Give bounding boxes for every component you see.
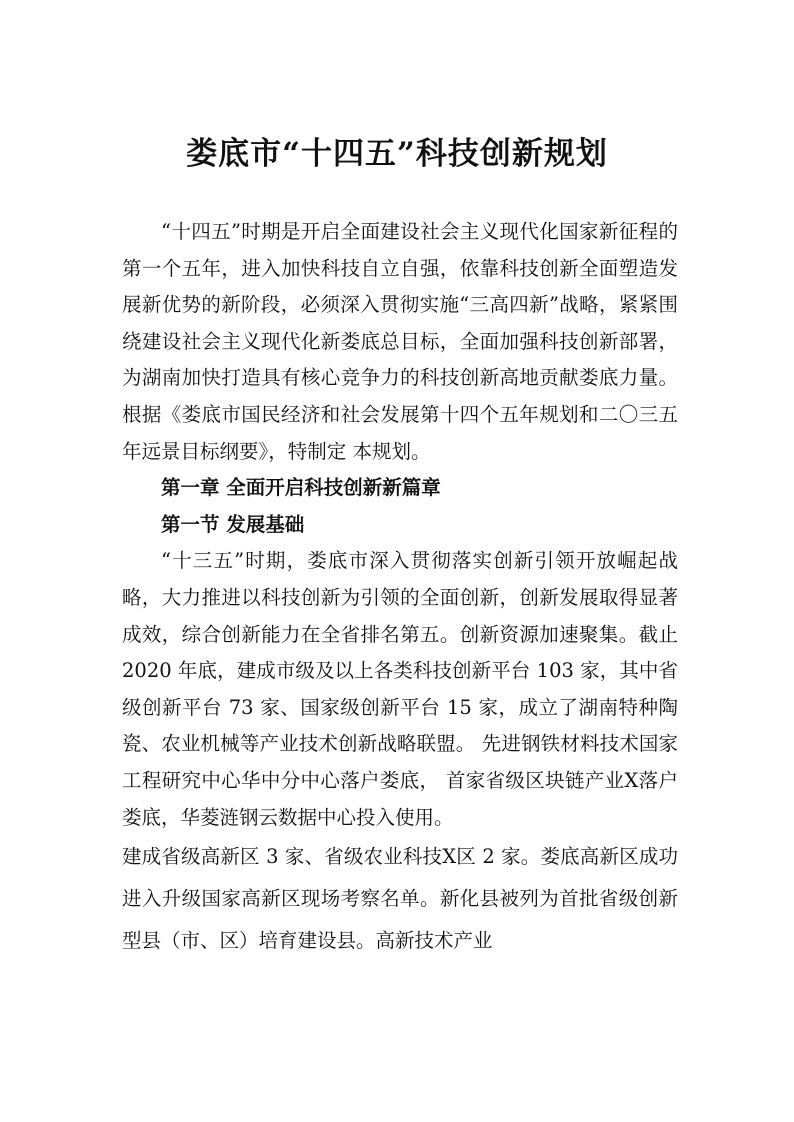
intro-paragraph: “十四五”时期是开启全面建设社会主义现代化国家新征程的第一个五年，进入加快科技自立自强，依靠科技创新全面塑造发展新优势的新阶段，必须深入贯彻实施“三高四新”战略，紧紧围绕建设社会主义现代化新娄底总目标，全面加强科技创新部署，为湖南加快打造具有核心竞争力的科技创新高地贡献娄底力量。根据《娄底市国民经济和社会发展第十四个五年规划和二〇三五年远景目标纲要》，特制定 本规划。 — [122, 220, 678, 463]
section-paragraph-continued: 建成省级高新区 3 家、省级农业科技X区 2 家。娄底高新区成功进入升级国家高新区现场考察名单。新化县被列为首批省级创新型县（市、区）培育建设县。高新技术产业 — [122, 845, 678, 953]
document-title: 娄底市“十四五”科技创新规划 — [186, 136, 608, 172]
chapter-heading: 第一章 全面开启科技创新新篇章 — [161, 476, 441, 500]
section-paragraph: “十三五”时期，娄底市深入贯彻落实创新引领开放崛起战略，大力推进以科技创新为引领的全面创新，创新发展取得显著成效，综合创新能力在全省排名第五。创新资源加速聚集。截止 2020 年底，建成市级及以上各类科技创新平台 103 家，其中省级创新平台 73 家、国家级创新平台 15 家，成立了湖南特种陶瓷、农业机械等产业技术创新战略联盟。 先进钢铁材料技术国家工程研究中心华中分中心落户娄底， 首家省级区块链产业X落户娄底，华菱涟钢云数据中心投入使用。 — [122, 549, 678, 829]
document-body — [122, 214, 678, 962]
section-heading: 第一节 发展基础 — [161, 512, 305, 536]
